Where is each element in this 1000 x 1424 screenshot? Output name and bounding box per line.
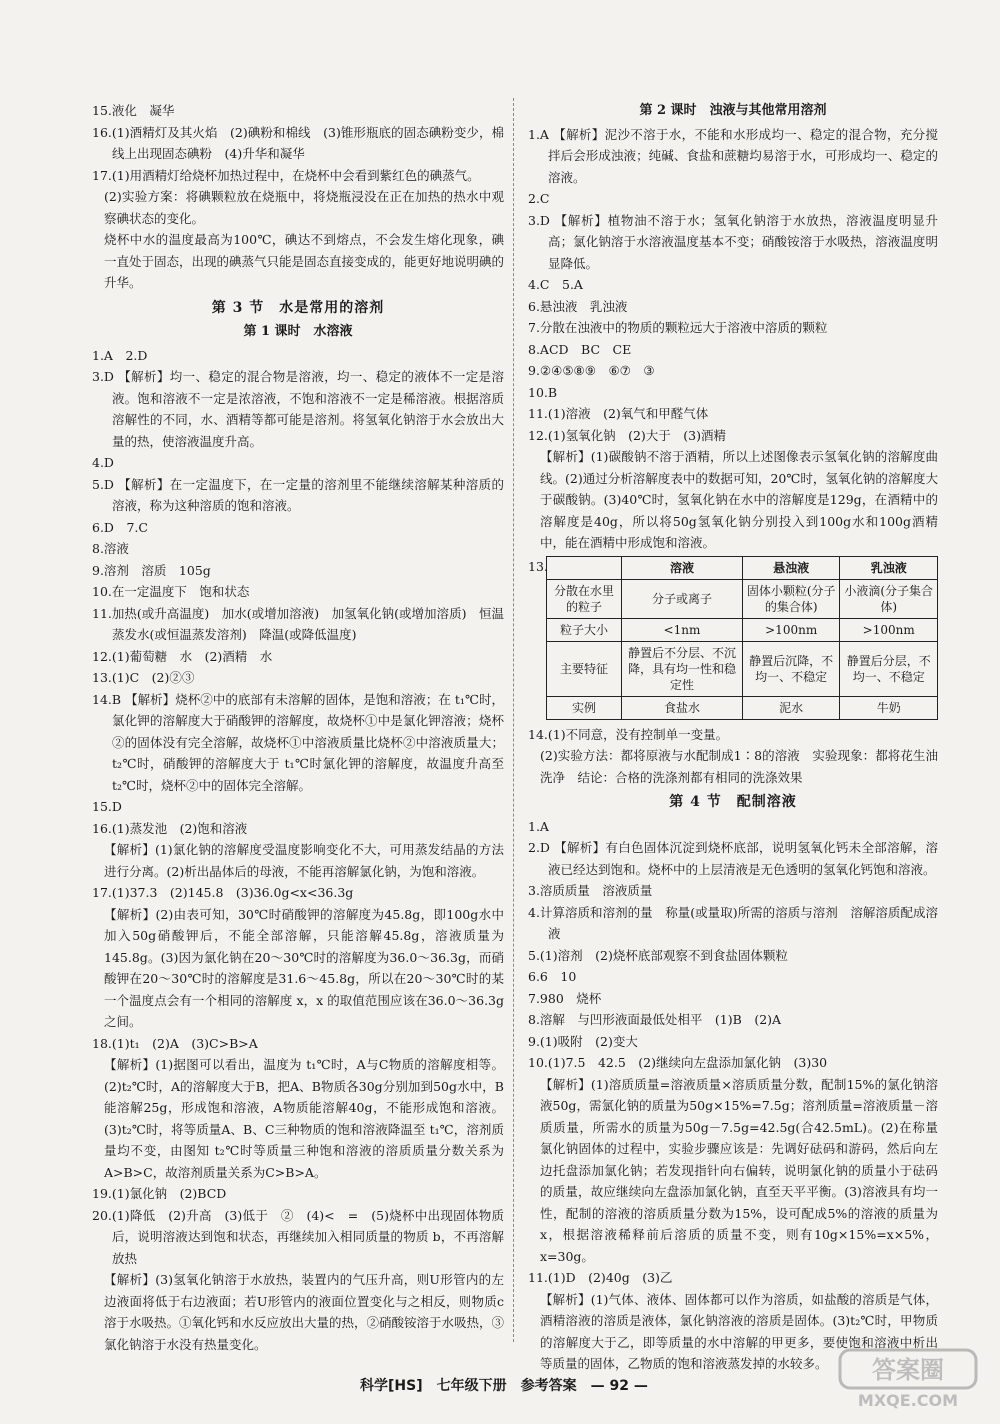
lesson-2-title: 第 2 课时 浊液与其他常用溶剂 (639, 103, 827, 118)
answer-20: 20.(1)降低 (2)升高 (3)低于 ② (4)< = (5)烧杯中出现固体物质后，说明溶液达到饱和状态，再继续加入相同质量的物质 b，不再溶解放热 (92, 1207, 504, 1266)
table-cell: 静置后不分层、不沉降，具有均一性和稳定性 (622, 641, 743, 696)
r-answer-9: 9.②④⑤⑧⑨ ⑥⑦ ③ (528, 363, 655, 378)
answer-9: 9.溶剂 溶质 105g (92, 562, 211, 578)
answer-18-analysis: 【解析】(1)据图可以看出，温度为 t₁℃时，A与C物质的溶解度相等。(2)t₂℃时，A的溶解度大于B，把A、B物质各30g分别加到50g水中，B能溶解25g，形成饱和溶液，A物质能溶解40g，不能形成饱和溶液。(3)t₂℃时，将等质量A、B、C三种物质的饱和溶液降温至 t₁℃，溶剂质量均不变，由图知 t₂℃时等质量三种饱和溶液的溶质质量分数关系为A>B>C，故溶剂质量关系为C>B>A。 (104, 1057, 504, 1180)
r-answer-1: 1.A 【解析】泥沙不溶于水，不能和水形成均一、稳定的混合物，充分搅拌后会形成浊液；纯碱、食盐和蔗糖均易溶于水，可形成均一、稳定的溶液。 (528, 126, 938, 185)
answer-11: 11.加热(或升高温度) 加水(或增加溶液) 加氢氧化钠(或增加溶质) 恒温蒸发水(或恒温蒸发溶剂) 降温(或降低温度) (92, 605, 504, 642)
answer-1-2: 1.A 2.D (92, 347, 148, 363)
table-cell: >100nm (742, 618, 840, 641)
r-answer-14: 14.(1)不同意，没有控制单一变量。 (528, 726, 729, 742)
r-answer-12: 12.(1)氢氧化钠 (2)大于 (3)酒精 (528, 427, 726, 443)
right-column (528, 100, 938, 1375)
answer-17-part2: (2)实验方案：将碘颗粒放在烧瓶中，将烧瓶浸没在正在加热的热水中观察碘状态的变化。 (104, 189, 504, 226)
r-answer-10: 10.B (528, 384, 558, 400)
table-row (547, 618, 938, 641)
table-cell: 实例 (547, 696, 622, 719)
table-cell: 分散在水里的粒子 (547, 579, 622, 618)
table-row (547, 696, 938, 719)
s-answer-10-analysis: 【解析】(1)溶质质量=溶液质量×溶质质量分数，配制15%的氯化钠溶液50g，需氯化钠的质量为50g×15%=7.5g；溶剂质量=溶液质量－溶质质量，所需水的质量为50g－7.5g=42.5g(合42.5mL)。(2)在称量氯化钠固体的过程中，实验步骤应该是：先调好砝码和游码，然后向左边托盘添加氯化钠；若发现指针向右偏转，说明氯化钠的质量小于砝码的质量，故应继续向左盘添加氯化钠，直至天平平衡。(3)溶液具有均一性，配制的溶液的溶质质量分数为15%，设可配成5%的溶液的质量为 x，根据溶液稀释前后溶质的质量不变，则有10g×15%=x×5%，x=30g。 (540, 1076, 938, 1264)
answer-6-7: 6.D 7.C (92, 519, 148, 535)
answer-15b: 15.D (92, 799, 122, 814)
table-cell: 粒子大小 (547, 618, 622, 641)
r-answer-8: 8.ACD BC CE (528, 341, 632, 357)
answer-19: 19.(1)氯化钠 (2)BCD (92, 1186, 227, 1201)
table-cell: 悬浊液 (742, 556, 840, 579)
s-answer-10: 10.(1)7.5 42.5 (2)继续向左盘添加氯化钠 (3)30 (528, 1055, 828, 1070)
r-answer-4-5: 4.C 5.A (528, 277, 583, 292)
answer-16: 16.(1)酒精灯及其火焰 (2)碘粉和棉线 (3)锥形瓶底的固态碘粉变少，棉线上出现固态碘粉 (4)升华和凝华 (92, 124, 504, 161)
s-answer-9: 9.(1)吸附 (2)变大 (528, 1033, 638, 1049)
r-answer-12-analysis: 【解析】(1)碳酸钠不溶于酒精，所以上述图像表示氢氧化钠的溶解度曲线。(2)通过分析溶解度表中的数据可知，20℃时，氢氧化钠的溶解度大于碳酸钠。(3)40℃时，氢氧化钠在水中的溶解度是129g，在酒精中的溶解度是40g，所以将50g氢氧化钠分别投入到100g水和100g酒精中，能在酒精中形成饱和溶液。 (540, 449, 938, 550)
table-cell: <1nm (622, 618, 743, 641)
table-row (547, 579, 938, 618)
s-answer-4: 4.计算溶质和溶剂的量 称量(或量取)所需的溶质与溶剂 溶解溶质配成溶液 (528, 904, 938, 941)
s-answer-2: 2.D 【解析】有白色固体沉淀到烧杯底部，说明氢氧化钙未全部溶解，溶液已经达到饱和。烧杯中的上层清液是无色透明的氢氧化钙饱和溶液。 (528, 840, 938, 877)
answer-10: 10.在一定温度下 饱和状态 (92, 584, 250, 599)
left-column (92, 100, 504, 1355)
table-cell: 固体小颗粒(分子的集合体) (742, 579, 840, 618)
r-answer-2: 2.C (528, 191, 550, 206)
s-answer-5: 5.(1)溶剂 (2)烧杯底部观察不到食盐固体颗粒 (528, 947, 788, 963)
s-answer-8: 8.溶解 与凹形液面最低处相平 (1)B (2)A (528, 1012, 782, 1027)
watermark-top: 答案圈 (872, 1356, 944, 1384)
answer-13-block (528, 556, 938, 720)
answer-18: 18.(1)t₁ (2)A (3)C>B>A (92, 1035, 258, 1051)
s-answer-6: 6.6 10 (528, 969, 577, 984)
answer-17b: 17.(1)37.3 (2)145.8 (3)36.0g<x<36.3g (92, 885, 354, 900)
table-cell: 牛奶 (840, 696, 938, 719)
section-4-title: 第 4 节 配制溶液 (669, 794, 797, 810)
lesson-1-title: 第 1 课时 水溶液 (243, 324, 353, 339)
r-answer-7: 7.分散在浊液中的物质的颗粒远大于溶液中溶质的颗粒 (528, 320, 828, 335)
table-header-row (547, 556, 938, 579)
answer-17-part3: 烧杯中水的温度最高为100℃，碘达不到熔点，不会发生熔化现象，碘一直处于固态，出现的碘蒸气只能是固态直接变成的，能更好地说明碘的升华。 (104, 232, 505, 290)
r-answer-6: 6.悬浊液 乳浊液 (528, 298, 628, 314)
answer-3: 3.D 【解析】均一、稳定的混合物是溶液，均一、稳定的液体不一定是溶液。饱和溶液不一定是浓溶液，不饱和溶液不一定是稀溶液。根据溶质溶解性的不同，水、酒精等都可能是溶剂。将氢氧化钠溶于水会放出大量的热，使溶液温度升高。 (92, 369, 504, 449)
table-cell: 泥水 (742, 696, 840, 719)
r-answer-11: 11.(1)溶液 (2)氧气和甲醛气体 (528, 406, 709, 421)
column-divider (513, 98, 514, 1342)
answer-17b-analysis: 【解析】(2)由表可知，30℃时硝酸钾的溶解度为45.8g，即100g水中加入50g硝酸钾后，不能全部溶解，只能溶解45.8g，溶液质量为145.8g。(3)因为氯化钠在20～30℃时的溶解度为36.0～36.3g，而硝酸钾在20～30℃时的溶解度是31.6～45.8g，所以在20～30℃时的某一个温度点会有一个相同的溶解度 x，x 的取值范围应该在36.0～36.3g之间。 (104, 906, 504, 1029)
page-footer: 科学[HS] 七年级下册 参考答案 — 92 — (360, 1378, 648, 1394)
s-answer-3: 3.溶质质量 溶液质量 (528, 883, 653, 898)
watermark-logo-icon (838, 1348, 978, 1410)
answer-14: 14.B 【解析】烧杯②中的底部有未溶解的固体，是饱和溶液；在 t₁℃时，氯化钾的溶解度大于硝酸钾的溶解度，故烧杯①中是氯化钾溶液；烧杯②的固体没有完全溶解，故烧杯①中溶液质量比烧杯②中溶液质量大；t₂℃时，硝酸钾的溶解度大于 t₁℃时氯化钾的溶解度，故温度升高至 t₂℃时，烧杯②中的固体完全溶解。 (92, 691, 504, 793)
s-answer-1: 1.A (528, 818, 549, 834)
table-row (547, 641, 938, 696)
answer-17: 17.(1)用酒精灯给烧杯加热过程中，在烧杯中会看到紫红色的碘蒸气。 (92, 167, 480, 183)
answer-8: 8.溶液 (92, 541, 129, 556)
s-answer-11-analysis: 【解析】(1)气体、液体、固体都可以作为溶质，如盐酸的溶质是气体，酒精溶液的溶质是液体，氯化钠溶液的溶质是固体。(3)t₂℃时，甲物质的溶解度大于乙，即等质量的水中溶解的甲更多，要使饱和溶液中析出等质量的固体，乙物质的饱和溶液蒸发掉的水较多。 (540, 1291, 938, 1371)
comparison-table (546, 556, 938, 720)
section-3-title: 第 3 节 水是常用的溶剂 (211, 299, 385, 316)
table-cell: 分子或离子 (622, 579, 743, 618)
answer-16b: 16.(1)蒸发池 (2)饱和溶液 (92, 820, 248, 836)
table-cell (547, 556, 622, 579)
answer-16b-analysis: 【解析】(1)氯化钠的溶解度受温度影响变化不大，可用蒸发结晶的方法进行分离。(2)析出晶体后的母液，不能再溶解氯化钠，为饱和溶液。 (104, 842, 504, 879)
table-cell: 静置后分层，不均一、不稳定 (840, 641, 938, 696)
table-cell: >100nm (840, 618, 938, 641)
answer-4: 4.D (92, 455, 114, 470)
r-answer-14-part2: (2)实验方法：都将原液与水配制成1∶8的溶液 实验现象：都将花生油洗净 结论：合格的洗涤剂都有相同的洗涤效果 (540, 748, 938, 785)
answer-15: 15.液化 凝华 (92, 103, 175, 118)
r-answer-3: 3.D 【解析】植物油不溶于水；氢氧化钠溶于水放热，溶液温度明显升高；氯化钠溶于水溶液温度基本不变；硝酸铵溶于水吸热，溶液温度明显降低。 (528, 212, 938, 271)
watermark-bottom: MXQE.COM (857, 1391, 959, 1410)
answer-12: 12.(1)葡萄糖 水 (2)酒精 水 (92, 648, 273, 664)
answer-13-label: 13. (528, 558, 548, 574)
answer-20-analysis: 【解析】(3)氢氧化钠溶于水放热，装置内的气压升高，则U形管内的左边液面将低于右边液面；若U形管内的液面位置变化与之相反，则物质c溶于水吸热。①氧化钙和水反应放出大量的热，②硝酸铵溶于水吸热，③氯化钠溶于水没有热量变化。 (104, 1272, 505, 1352)
table-cell: 溶液 (622, 556, 743, 579)
table-cell: 小液滴(分子集合体) (840, 579, 938, 618)
table-cell: 主要特征 (547, 641, 622, 696)
s-answer-11: 11.(1)D (2)40g (3)乙 (528, 1270, 673, 1285)
answer-13: 13.(1)C (2)②③ (92, 670, 195, 685)
table-cell: 静置后沉降，不均一、不稳定 (742, 641, 840, 696)
table-cell: 食盐水 (622, 696, 743, 719)
s-answer-7: 7.980 烧杯 (528, 990, 602, 1006)
answer-5: 5.D 【解析】在一定温度下，在一定量的溶剂里不能继续溶解某种溶质的溶液，称为这种溶质的饱和溶液。 (92, 476, 504, 513)
table-cell: 乳浊液 (840, 556, 938, 579)
